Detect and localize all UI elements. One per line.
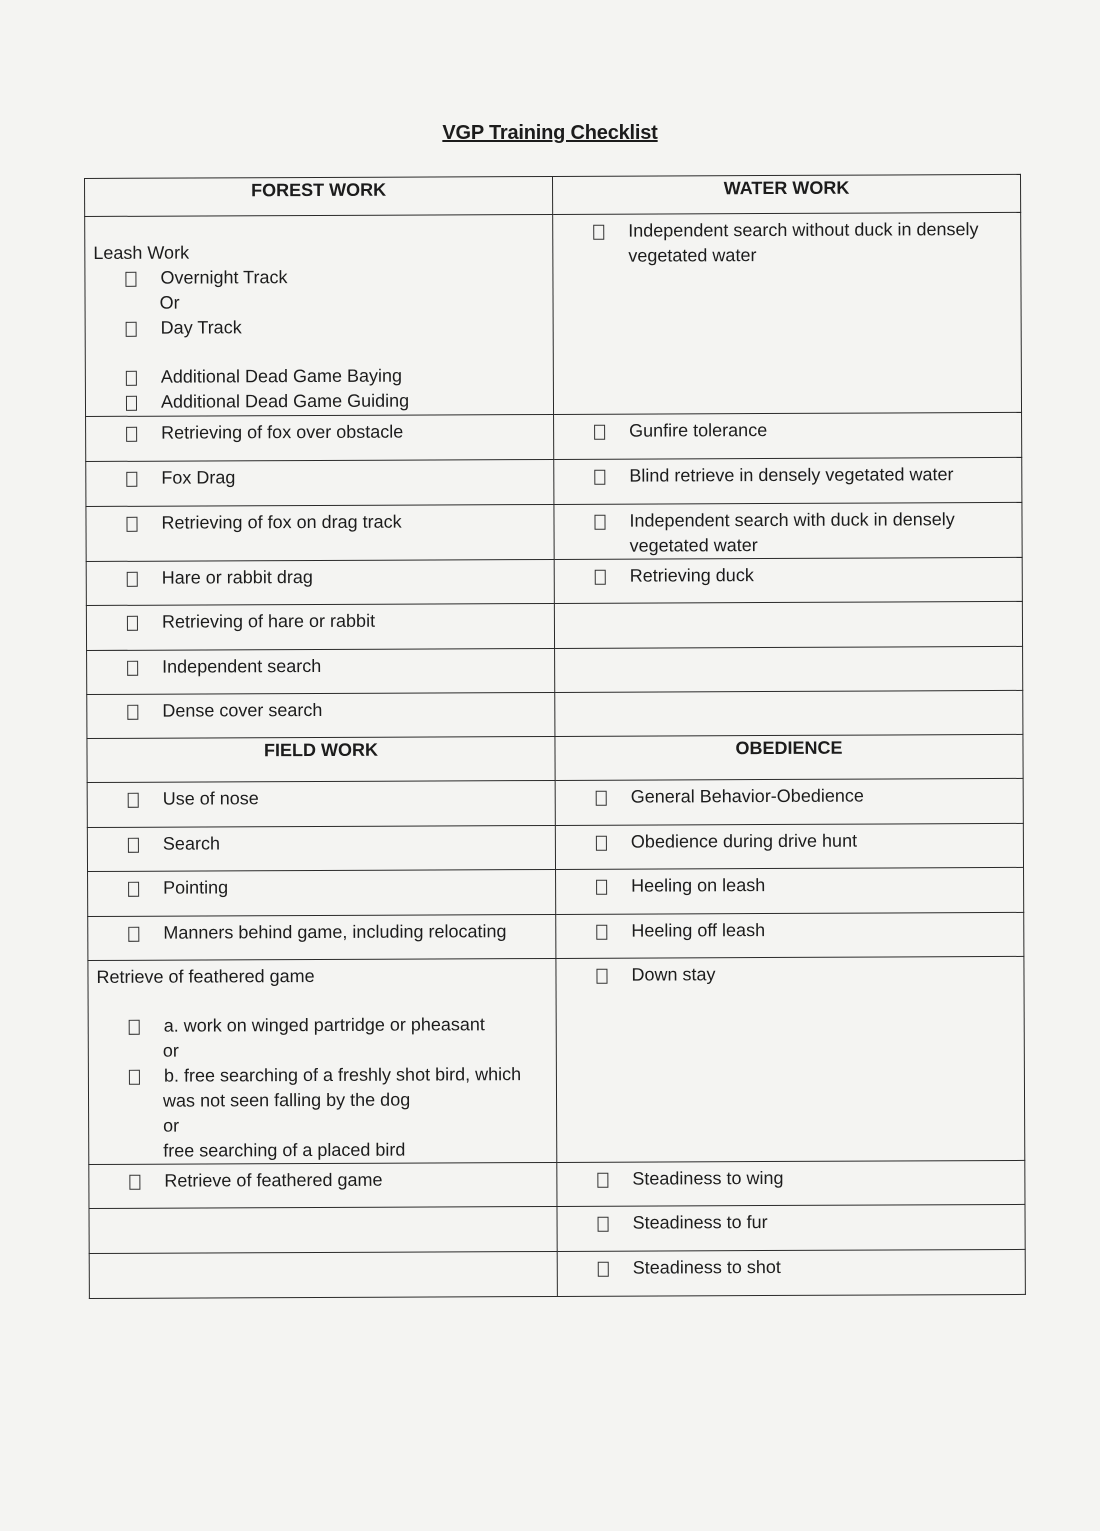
item-label: Heeling on leash — [631, 875, 766, 896]
checklist-item[interactable] — [556, 779, 1023, 810]
water-cell — [554, 502, 1022, 559]
checkbox-icon[interactable] — [596, 836, 607, 851]
forest-cell — [86, 459, 554, 506]
table-row — [89, 1249, 1025, 1298]
checkbox-icon[interactable] — [598, 1217, 609, 1232]
item-label: Additional Dead Game Guiding — [160, 390, 410, 412]
item-label: General Behavior-Obedience — [630, 785, 864, 807]
item-label-continued: free searching of a placed bird — [163, 1139, 406, 1161]
table-row — [86, 601, 1022, 650]
water-cell — [554, 557, 1022, 603]
item-label: b. free searching of a freshly shot bird, which — [163, 1064, 522, 1086]
item-label: Manners behind game, including relocating — [163, 921, 507, 943]
obedience-cell — [557, 1249, 1025, 1296]
item-label: Hare or rabbit drag — [161, 567, 313, 588]
or-connector: or — [163, 1115, 180, 1136]
item-label: Obedience during drive hunt — [630, 830, 858, 852]
forest-cell — [86, 414, 554, 461]
item-label: Independent search without duck in densely vegetated water — [628, 219, 979, 266]
obedience-cell — [555, 778, 1023, 825]
table-row — [89, 1160, 1025, 1208]
field-cell — [88, 914, 556, 960]
table-row — [85, 212, 1022, 416]
checkbox-icon[interactable] — [129, 1020, 140, 1035]
item-label-continued: was not seen falling by the dog — [162, 1089, 411, 1111]
water-cell — [553, 212, 1022, 414]
table-row — [85, 174, 1021, 216]
item-label: Day Track — [160, 317, 242, 338]
checkbox-icon[interactable] — [129, 1070, 140, 1085]
item-label: Steadiness to wing — [632, 1167, 784, 1189]
feathered-game-cell — [88, 958, 557, 1164]
checklist-item[interactable] — [86, 460, 553, 491]
or-connector: Or — [159, 292, 180, 313]
field-cell — [87, 825, 555, 871]
checklist-item[interactable] — [87, 693, 554, 724]
section-header-forest-work: FOREST WORK — [85, 176, 553, 216]
item-label: Retrieve of feathered game — [164, 1169, 383, 1191]
obedience-cell — [557, 1160, 1025, 1206]
checklist-item[interactable] — [88, 870, 555, 901]
obedience-cell — [556, 867, 1024, 914]
checklist-item[interactable] — [88, 781, 555, 812]
checklist-item[interactable] — [557, 1161, 1024, 1192]
forest-cell — [86, 603, 554, 650]
checkbox-icon[interactable] — [598, 1262, 609, 1277]
field-cell — [89, 1162, 557, 1208]
item-label: a. work on winged partridge or pheasant — [163, 1014, 485, 1036]
item-label: Retrieving duck — [629, 565, 754, 586]
item-label: Overnight Track — [160, 267, 288, 288]
checkbox-icon[interactable] — [126, 396, 137, 411]
checklist-item[interactable] — [89, 1163, 556, 1194]
checkbox-icon[interactable] — [597, 1173, 608, 1188]
checkbox-icon[interactable] — [594, 515, 605, 530]
item-label: Search — [162, 833, 220, 854]
item-label: Use of nose — [162, 788, 259, 809]
checkbox-icon[interactable] — [127, 705, 138, 720]
checklist-item[interactable] — [556, 824, 1023, 855]
item-label: Down stay — [631, 964, 716, 985]
item-label: Pointing — [163, 877, 229, 898]
leash-work-heading: Leash Work — [93, 242, 190, 263]
checkbox-icon[interactable] — [126, 427, 137, 442]
section-header-field-work: FIELD WORK — [87, 736, 555, 782]
section-header-obedience: OBEDIENCE — [555, 734, 1023, 780]
item-label: Heeling off leash — [631, 920, 766, 941]
item-label: Dense cover search — [162, 699, 323, 721]
table-row — [86, 412, 1022, 461]
field-cell — [87, 780, 555, 827]
item-label: Independent search — [162, 655, 322, 677]
table-row — [87, 778, 1023, 827]
obedience-cell — [556, 956, 1025, 1162]
checkbox-icon[interactable] — [596, 880, 607, 895]
forest-cell — [86, 559, 554, 605]
table-row — [87, 690, 1023, 738]
item-label: Steadiness to fur — [632, 1212, 768, 1233]
checkbox-icon[interactable] — [127, 661, 138, 676]
checklist-table — [84, 174, 1026, 1299]
item-label: Retrieving of hare or rabbit — [161, 610, 376, 632]
checklist-item[interactable] — [88, 915, 555, 946]
checklist-item[interactable] — [556, 868, 1023, 899]
checklist-item[interactable] — [87, 604, 554, 635]
checklist-item[interactable] — [554, 458, 1021, 489]
section-header-water-work: WATER WORK — [552, 174, 1020, 214]
checkbox-icon[interactable] — [128, 793, 139, 808]
checklist-item[interactable] — [87, 649, 554, 680]
or-connector: or — [162, 1040, 179, 1061]
checkbox-icon[interactable] — [128, 838, 139, 853]
checkbox-icon[interactable] — [594, 425, 605, 440]
obedience-cell — [556, 912, 1024, 958]
checkbox-icon[interactable] — [128, 882, 139, 897]
water-cell-empty — [555, 690, 1023, 736]
obedience-cell — [557, 1204, 1025, 1251]
checkbox-icon[interactable] — [594, 470, 605, 485]
checkbox-icon[interactable] — [126, 322, 137, 337]
document-title: VGP Training Checklist — [442, 122, 658, 144]
checklist-item[interactable] — [557, 1205, 1024, 1236]
checklist-item[interactable] — [89, 1062, 556, 1089]
checklist-item[interactable] — [87, 560, 554, 591]
checklist-item[interactable] — [553, 213, 1020, 269]
water-cell-empty — [555, 646, 1023, 692]
checklist-item[interactable] — [556, 913, 1023, 944]
forest-cell — [87, 648, 555, 694]
checklist-item[interactable] — [555, 558, 1022, 589]
checkbox-icon[interactable] — [595, 570, 606, 585]
field-cell-empty — [89, 1206, 557, 1253]
field-cell — [88, 869, 556, 916]
checkbox-icon[interactable] — [127, 616, 138, 631]
table-row — [89, 1204, 1025, 1253]
table-row — [86, 557, 1022, 605]
leash-work-cell — [85, 214, 554, 416]
item-label: Additional Dead Game Baying — [160, 365, 403, 387]
checklist-item[interactable] — [88, 826, 555, 857]
checkbox-icon[interactable] — [126, 371, 137, 386]
checkbox-icon[interactable] — [596, 969, 607, 984]
checkbox-icon[interactable] — [129, 1175, 140, 1190]
checkbox-icon[interactable] — [125, 272, 136, 287]
table-row — [87, 646, 1023, 694]
checklist-item[interactable] — [86, 505, 553, 536]
checkbox-icon[interactable] — [127, 572, 138, 587]
water-cell-empty — [554, 601, 1022, 648]
checklist-item[interactable] — [85, 264, 552, 291]
checkbox-icon[interactable] — [596, 791, 607, 806]
table-row — [87, 823, 1023, 871]
forest-cell — [86, 504, 554, 561]
feathered-heading: Retrieve of feathered game — [96, 966, 315, 987]
item-label: Fox Drag — [161, 467, 236, 488]
checkbox-icon[interactable] — [593, 225, 604, 240]
water-cell — [554, 412, 1022, 459]
checklist-item[interactable] — [89, 1012, 556, 1039]
item-label: Retrieving of fox on drag track — [161, 511, 402, 533]
checkbox-icon[interactable] — [128, 927, 139, 942]
water-cell — [554, 457, 1022, 504]
checklist-item[interactable] — [86, 314, 553, 341]
item-label: Retrieving of fox over obstacle — [161, 421, 404, 443]
table-row — [87, 734, 1023, 782]
obedience-cell — [555, 823, 1023, 869]
checklist-item[interactable] — [556, 957, 1023, 988]
item-label: Independent search with duck in densely vegetated water — [629, 509, 955, 556]
table-row — [86, 457, 1022, 506]
item-label: Steadiness to shot — [632, 1256, 781, 1278]
table-row — [86, 502, 1022, 561]
item-label: Gunfire tolerance — [629, 420, 768, 441]
checklist-item[interactable] — [86, 415, 553, 446]
field-cell-empty — [89, 1251, 557, 1298]
checklist-item[interactable] — [554, 503, 1021, 559]
checklist-item[interactable] — [86, 388, 553, 415]
checkbox-icon[interactable] — [126, 517, 137, 532]
checklist-item[interactable] — [558, 1250, 1025, 1281]
checklist-item[interactable] — [554, 413, 1021, 444]
table-row — [88, 867, 1024, 916]
table-row — [88, 956, 1025, 1164]
checkbox-icon[interactable] — [126, 472, 137, 487]
checklist-item[interactable] — [86, 363, 553, 390]
checkbox-icon[interactable] — [596, 925, 607, 940]
table-row — [88, 912, 1024, 960]
item-label: Blind retrieve in densely vegetated water — [629, 464, 954, 486]
forest-cell — [87, 692, 555, 738]
